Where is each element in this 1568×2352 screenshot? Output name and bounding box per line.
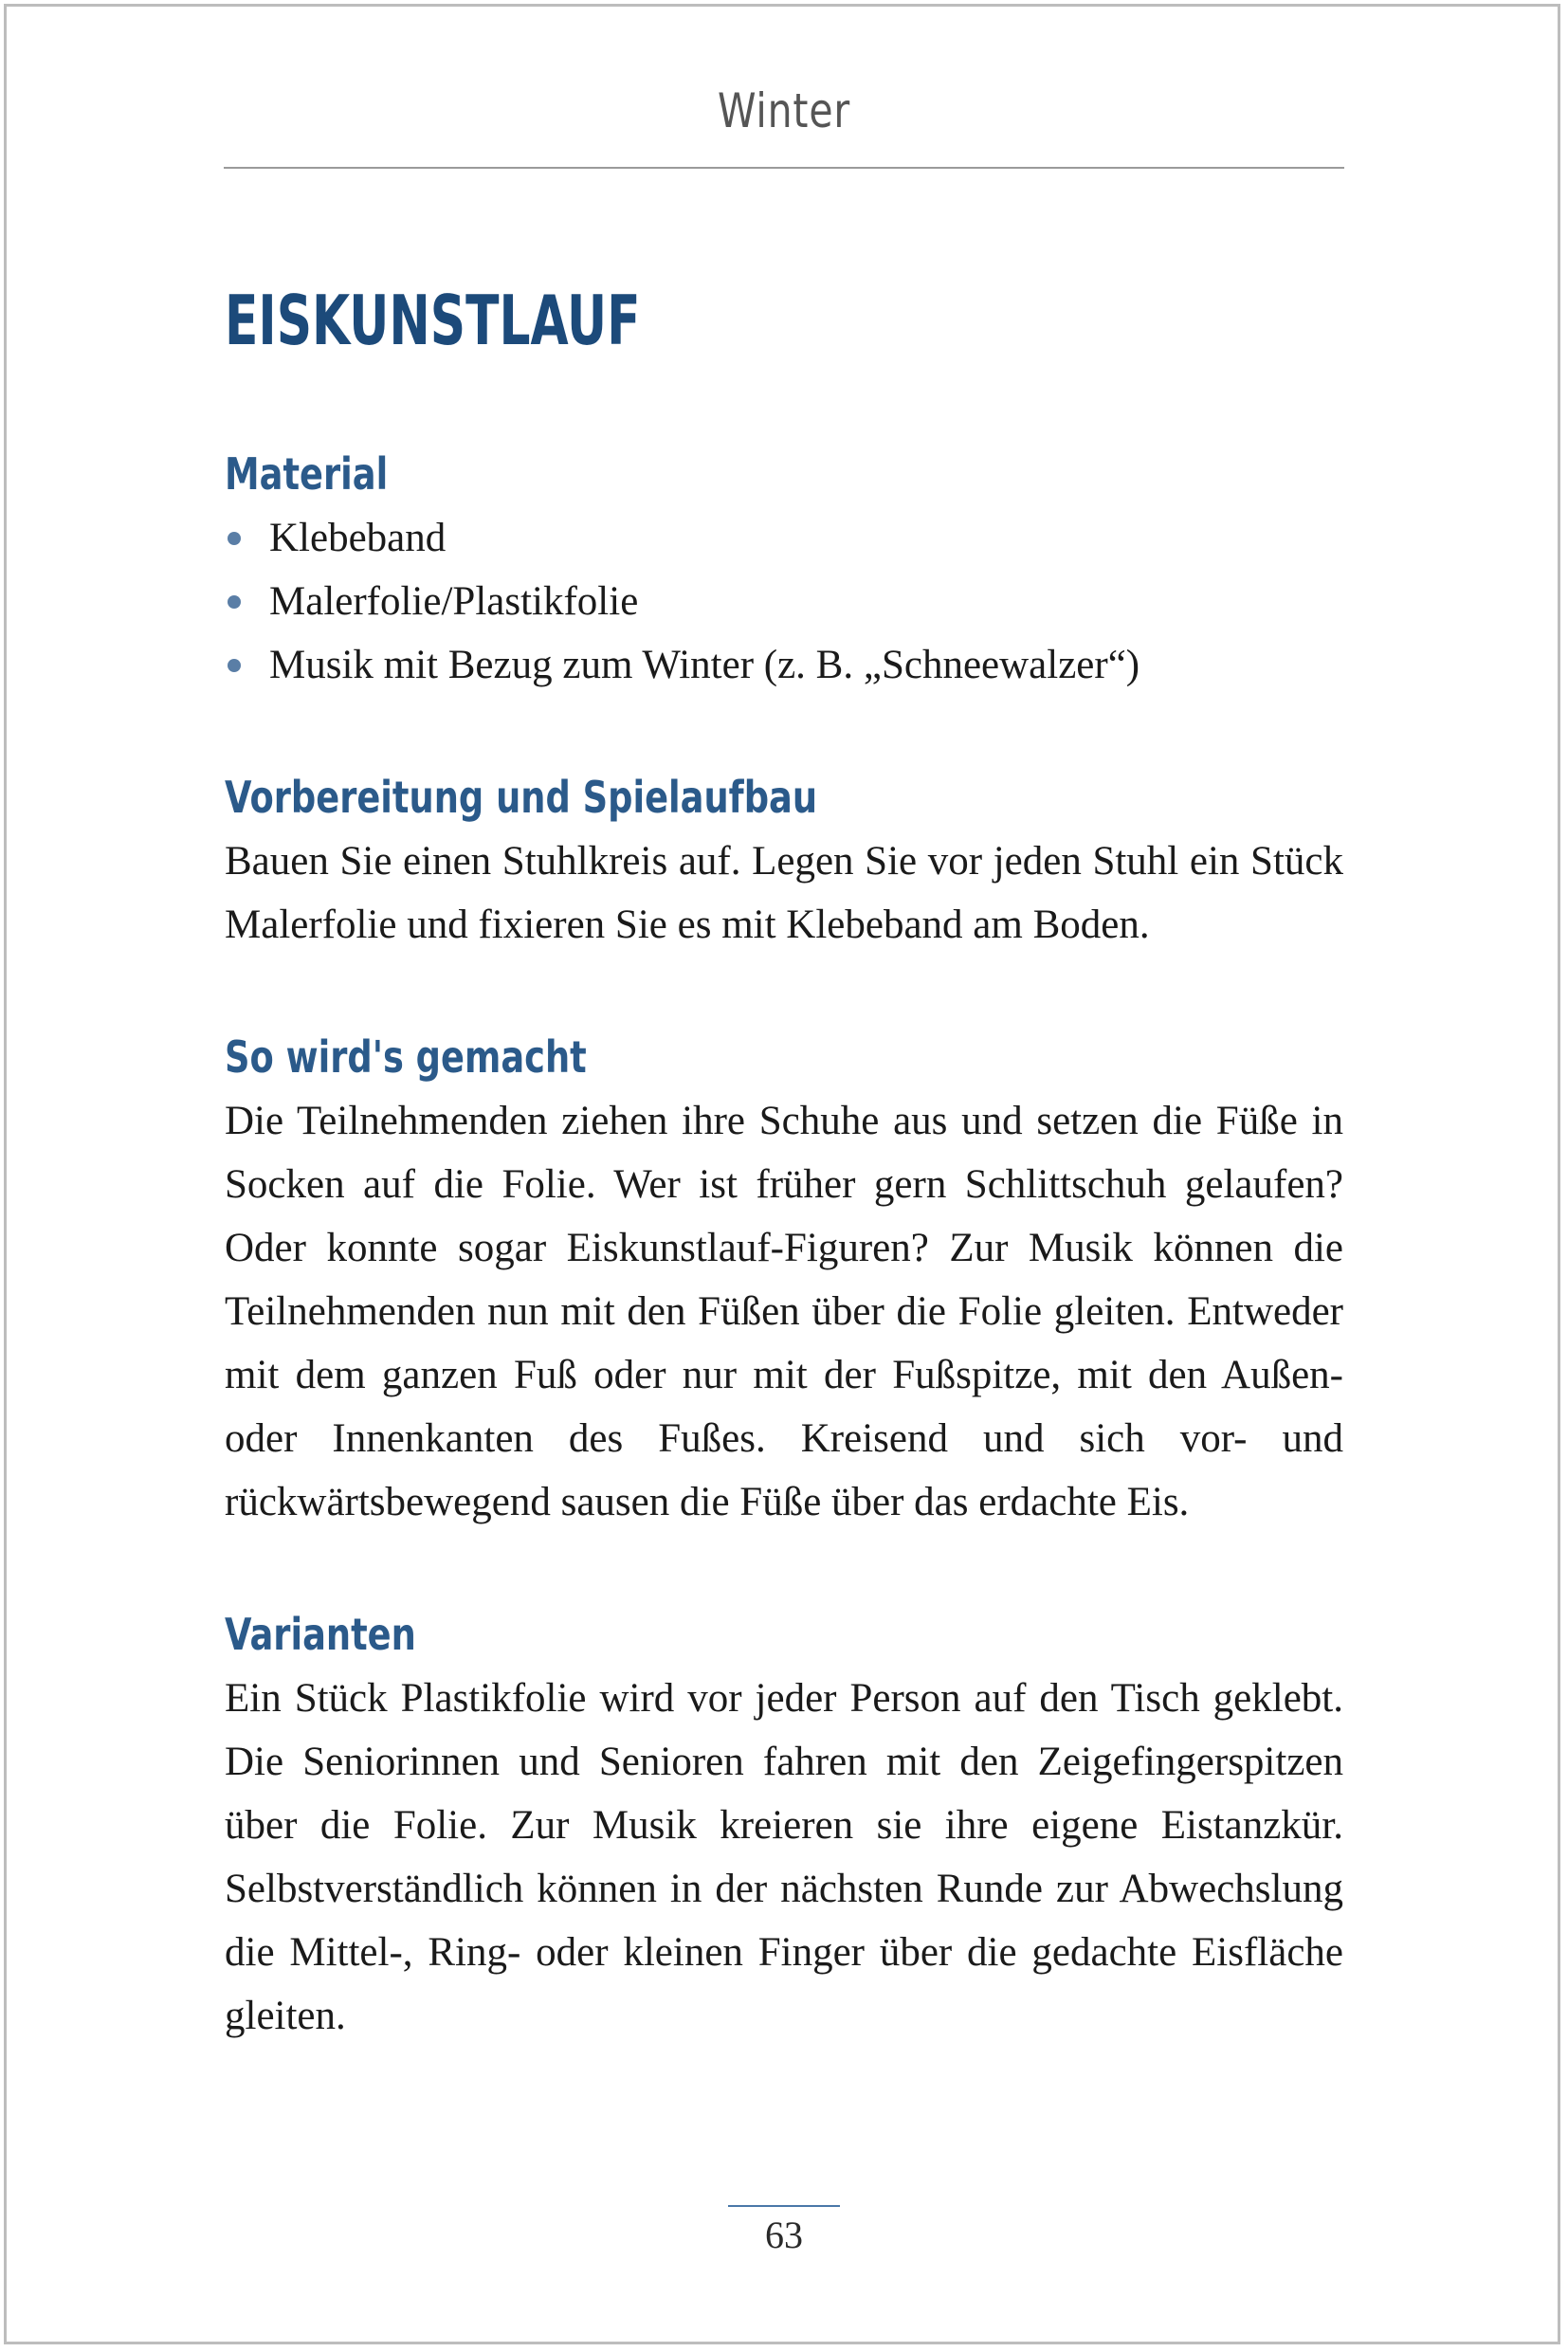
material-item-label: Klebeband xyxy=(269,516,447,560)
preparation-text: Bauen Sie einen Stuhlkreis auf. Legen Sie vor jeden Stuhl ein Stück Malerfolie und fixieren Sie es mit Klebeband am Boden. xyxy=(225,839,1343,947)
article-content xyxy=(225,275,1343,2116)
running-head: Winter xyxy=(717,83,851,138)
howto-text: Die Teilnehmenden ziehen ihre Schuhe aus und setzen die Füße in Socken auf die Folie. Wer ist früher gern Schlittschuh gelaufen? Oder konnte sogar Eiskunstlauf-Figuren? Zur Musik können die Teilnehmenden nun mit den Füßen über die Folie gleiten. Entweder mit dem ganzen Fuß oder nur mit der Fußspitze, mit den Außen- oder Innenkanten des Fußes. Kreisend und sich vor- und rückwärtsbewegend sausen die Füße über das erdachte Eis. xyxy=(225,1099,1343,1524)
material-item-label: Musik mit Bezug zum Winter (z. B. „Schneewalzer“) xyxy=(269,643,1140,687)
howto-heading: So wird's gemacht xyxy=(225,1031,587,1083)
bullet-icon xyxy=(228,532,241,545)
variants-heading: Varianten xyxy=(225,1609,416,1660)
material-heading: Material xyxy=(225,448,389,500)
material-list xyxy=(225,506,1343,697)
footer-rule xyxy=(728,2205,840,2207)
bullet-icon xyxy=(228,595,241,609)
page-number: 63 xyxy=(765,2214,803,2256)
preparation-heading: Vorbereitung und Spielaufbau xyxy=(225,772,818,823)
material-item xyxy=(225,506,1343,570)
header-rule xyxy=(224,167,1344,169)
material-item-label: Malerfolie/Plastikfolie xyxy=(269,579,639,624)
article-title: EISKUNSTLAUF xyxy=(225,281,641,360)
variants-text: Ein Stück Plastikfolie wird vor jeder Person auf den Tisch geklebt. Die Seniorinnen und Senioren fahren mit den Zeigefingerspitzen über die Folie. Zur Musik kreieren sie ihre eigene Eistanzkür. Selbstverständlich können in der nächsten Runde zur Abwechslung die Mittel-, Ring- oder kleinen Finger über die gedachte Eisfläche gleiten. xyxy=(225,1676,1343,2038)
material-item xyxy=(225,570,1343,633)
material-item xyxy=(225,633,1343,697)
bullet-icon xyxy=(228,659,241,672)
